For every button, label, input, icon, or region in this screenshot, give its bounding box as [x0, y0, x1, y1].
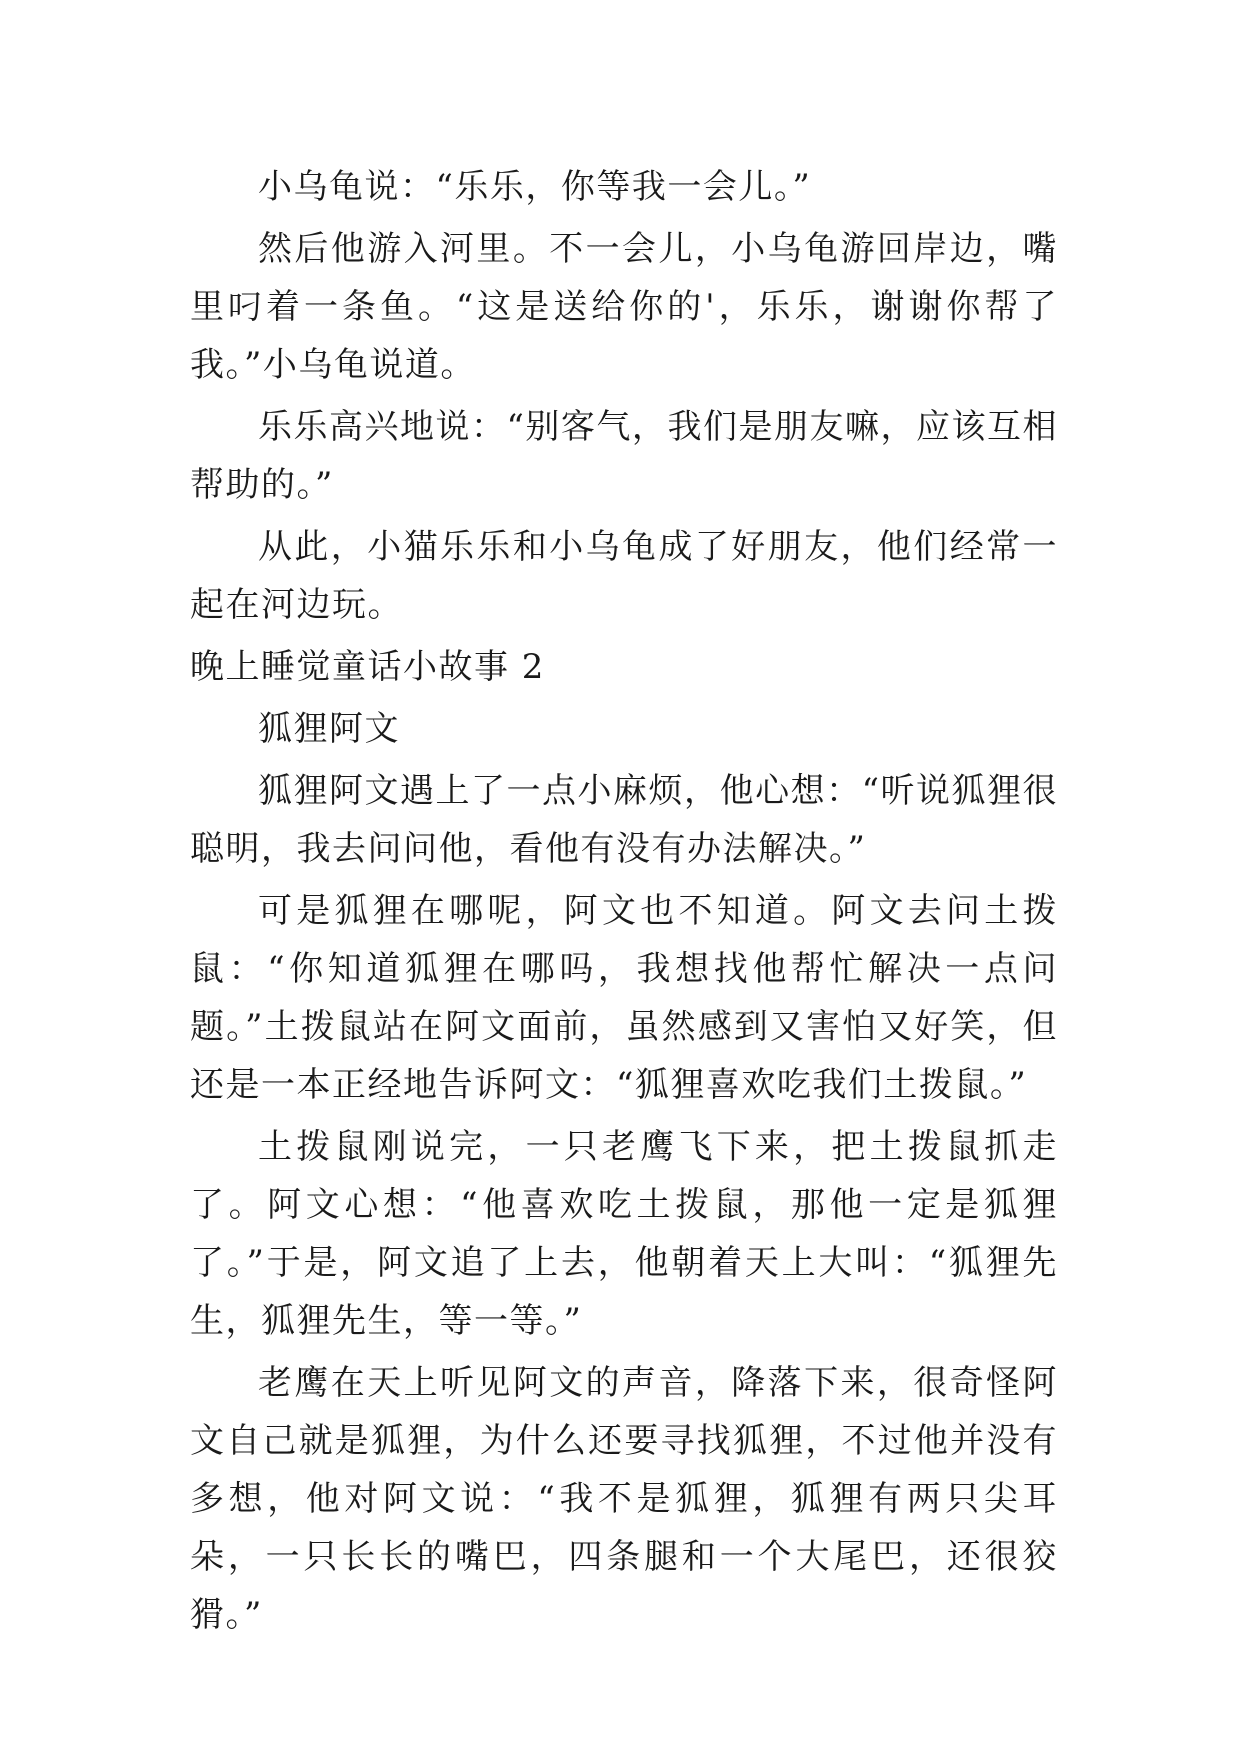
- paragraph: 土拨鼠刚说完，一只老鹰飞下来，把土拨鼠抓走了。阿文心想：“他喜欢吃土拨鼠，那他一定是狐狸了。”于是，阿文追了上去，他朝着天上大叫：“狐狸先生，狐狸先生，等一等。”: [190, 1127, 1058, 1341]
- paragraph: 然后他游入河里。不一会儿，小乌龟游回岸边，嘴里叼着一条鱼。“这是送给你的'，乐乐，谢谢你帮了我。”小乌龟说道。: [190, 229, 1058, 385]
- paragraph: 老鹰在天上听见阿文的声音，降落下来，很奇怪阿文自己就是狐狸，为什么还要寻找狐狸，不过他并没有多想，他对阿文说：“我不是狐狸，狐狸有两只尖耳朵，一只长长的嘴巴，四条腿和一个大尾巴，还很狡猾。”: [190, 1363, 1058, 1635]
- story-title: 狐狸阿文: [258, 709, 400, 749]
- paragraph: 小乌龟说：“乐乐，你等我一会儿。”: [258, 167, 812, 207]
- paragraph: 从此，小猫乐乐和小乌龟成了好朋友，他们经常一起在河边玩。: [190, 527, 1058, 625]
- paragraph: 乐乐高兴地说：“别客气，我们是朋友嘛，应该互相帮助的。”: [190, 407, 1058, 505]
- section-heading: 晚上睡觉童话小故事 2: [190, 647, 545, 687]
- paragraph: 可是狐狸在哪呢，阿文也不知道。阿文去问土拨鼠：“你知道狐狸在哪吗，我想找他帮忙解决一点问题。”土拨鼠站在阿文面前，虽然感到又害怕又好笑，但还是一本正经地告诉阿文：“狐狸喜欢吃我们土拨鼠。”: [190, 891, 1058, 1105]
- paragraph: 狐狸阿文遇上了一点小麻烦，他心想：“听说狐狸很聪明，我去问问他，看他有没有办法解决。”: [190, 771, 1058, 869]
- document-page: [190, 158, 1058, 1648]
